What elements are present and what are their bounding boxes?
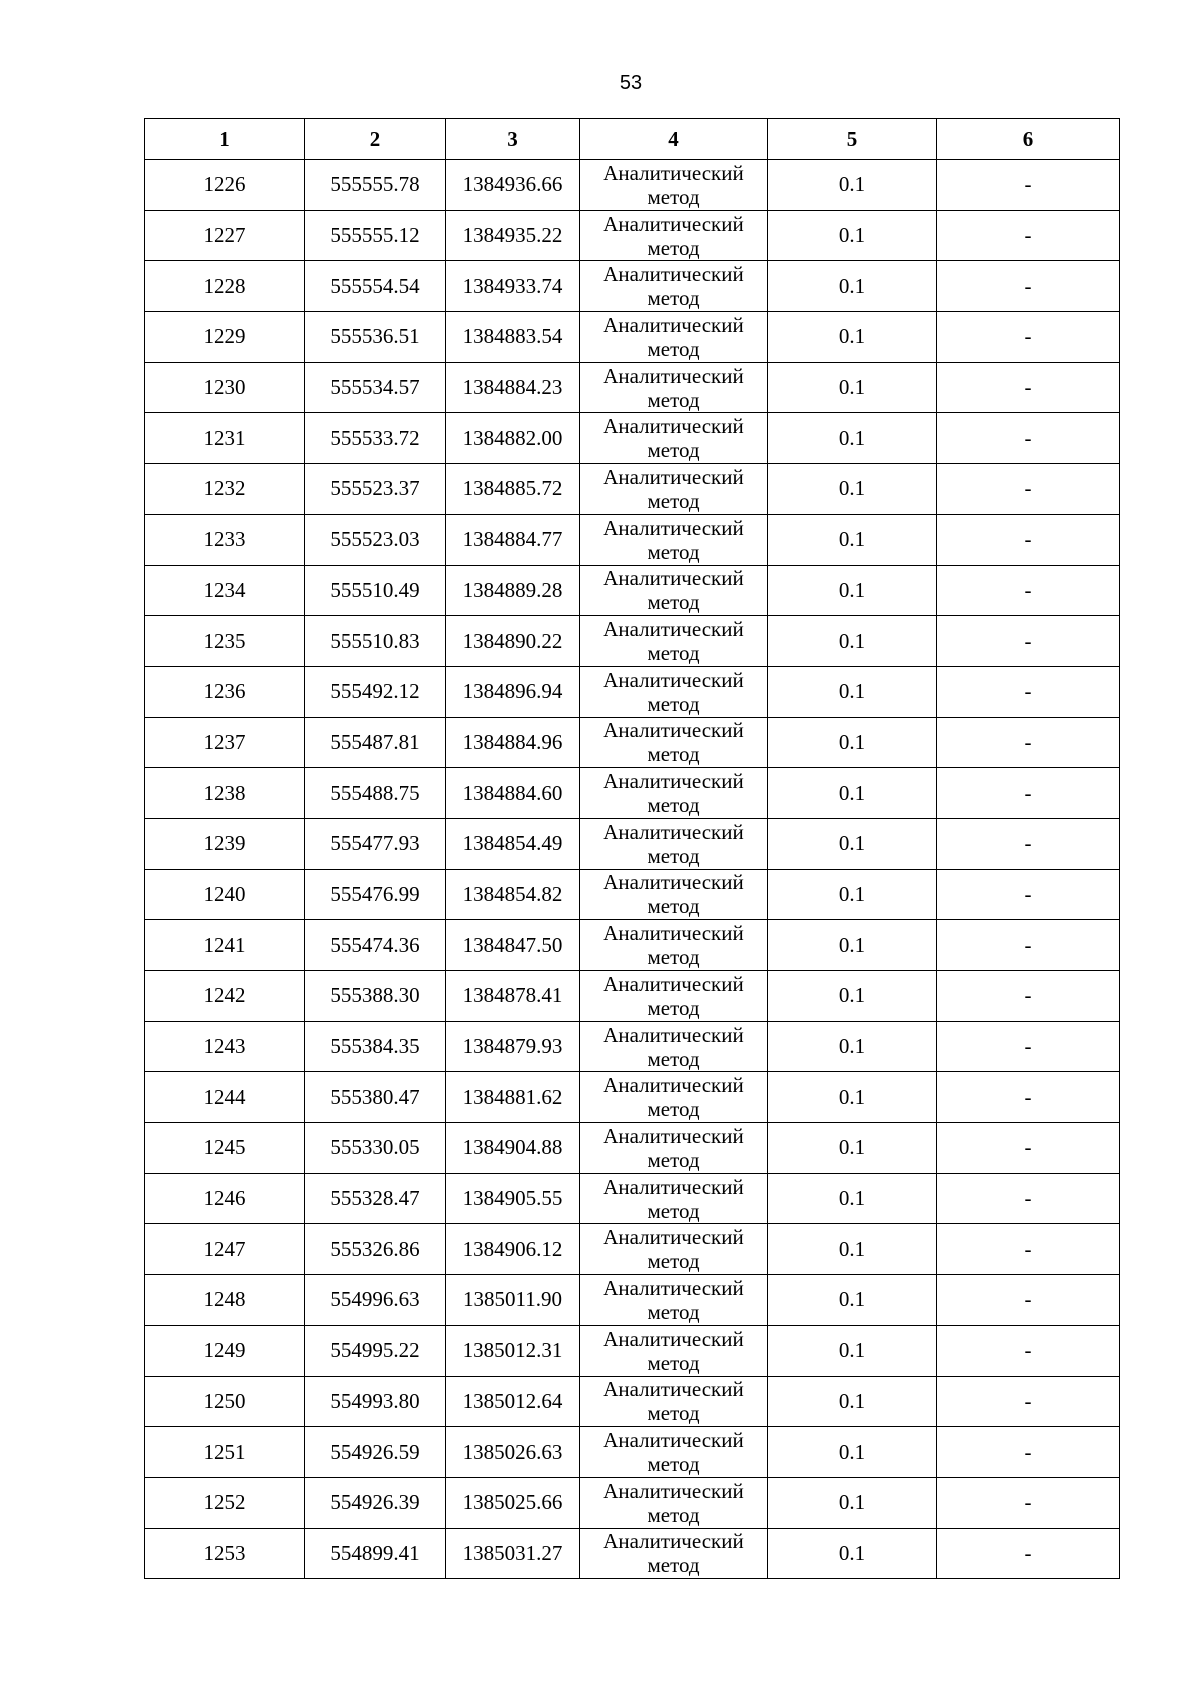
method-line-2: метод [647, 590, 700, 615]
table-row [145, 666, 1120, 717]
note-cell: - [937, 1376, 1120, 1427]
method-cell [580, 1477, 768, 1528]
accuracy-cell: 0.1 [768, 1376, 937, 1427]
accuracy-cell: 0.1 [768, 1325, 937, 1376]
y-coordinate-cell: 1384882.00 [446, 413, 580, 464]
column-header-6: 6 [937, 119, 1120, 160]
point-number-cell: 1252 [145, 1477, 305, 1528]
method-line-2: метод [647, 1147, 700, 1172]
y-coordinate-cell: 1384905.55 [446, 1173, 580, 1224]
method-line-2: метод [647, 387, 700, 412]
method-line-2: метод [647, 945, 700, 970]
point-number-cell: 1239 [145, 818, 305, 869]
point-number-cell: 1230 [145, 362, 305, 413]
accuracy-cell: 0.1 [768, 920, 937, 971]
method-cell [580, 160, 768, 211]
method-cell [580, 666, 768, 717]
method-line-1: Аналитический [603, 819, 744, 844]
point-number-cell: 1242 [145, 971, 305, 1022]
x-coordinate-cell: 555523.37 [305, 464, 446, 515]
table-row [145, 514, 1120, 565]
y-coordinate-cell: 1384854.82 [446, 869, 580, 920]
method-line-2: метод [647, 184, 700, 209]
method-line-2: метод [647, 691, 700, 716]
x-coordinate-cell: 554995.22 [305, 1325, 446, 1376]
point-number-cell: 1235 [145, 616, 305, 667]
y-coordinate-cell: 1385011.90 [446, 1275, 580, 1326]
point-number-cell: 1229 [145, 312, 305, 363]
note-cell: - [937, 1528, 1120, 1579]
method-line-1: Аналитический [603, 414, 744, 439]
x-coordinate-cell: 554996.63 [305, 1275, 446, 1326]
method-line-1: Аналитический [603, 1326, 744, 1351]
table-row [145, 312, 1120, 363]
y-coordinate-cell: 1384881.62 [446, 1072, 580, 1123]
method-cell [580, 818, 768, 869]
y-coordinate-cell: 1384933.74 [446, 261, 580, 312]
table-row [145, 1275, 1120, 1326]
y-coordinate-cell: 1384878.41 [446, 971, 580, 1022]
point-number-cell: 1238 [145, 768, 305, 819]
method-line-1: Аналитический [603, 1529, 744, 1554]
x-coordinate-cell: 555492.12 [305, 666, 446, 717]
method-cell [580, 565, 768, 616]
note-cell: - [937, 869, 1120, 920]
y-coordinate-cell: 1384884.96 [446, 717, 580, 768]
y-coordinate-cell: 1385012.31 [446, 1325, 580, 1376]
method-line-1: Аналитический [603, 617, 744, 642]
y-coordinate-cell: 1384896.94 [446, 666, 580, 717]
method-cell [580, 1072, 768, 1123]
note-cell: - [937, 768, 1120, 819]
method-line-2: метод [647, 1350, 700, 1375]
method-cell [580, 1528, 768, 1579]
method-cell [580, 1224, 768, 1275]
x-coordinate-cell: 554926.59 [305, 1427, 446, 1478]
method-cell [580, 1325, 768, 1376]
point-number-cell: 1236 [145, 666, 305, 717]
page-number: 53 [619, 72, 643, 94]
method-line-1: Аналитический [603, 515, 744, 540]
note-cell: - [937, 261, 1120, 312]
x-coordinate-cell: 555510.83 [305, 616, 446, 667]
method-cell [580, 464, 768, 515]
y-coordinate-cell: 1384885.72 [446, 464, 580, 515]
point-number-cell: 1241 [145, 920, 305, 971]
y-coordinate-cell: 1384889.28 [446, 565, 580, 616]
table-row [145, 1021, 1120, 1072]
table-row [145, 210, 1120, 261]
y-coordinate-cell: 1385025.66 [446, 1477, 580, 1528]
table-row [145, 717, 1120, 768]
x-coordinate-cell: 555555.12 [305, 210, 446, 261]
point-number-cell: 1228 [145, 261, 305, 312]
note-cell: - [937, 1275, 1120, 1326]
x-coordinate-cell: 554926.39 [305, 1477, 446, 1528]
y-coordinate-cell: 1384883.54 [446, 312, 580, 363]
method-cell [580, 1021, 768, 1072]
point-number-cell: 1251 [145, 1427, 305, 1478]
point-number-cell: 1226 [145, 160, 305, 211]
method-line-2: метод [647, 1097, 700, 1122]
method-line-1: Аналитический [603, 718, 744, 743]
method-line-1: Аналитический [603, 160, 744, 185]
accuracy-cell: 0.1 [768, 818, 937, 869]
accuracy-cell: 0.1 [768, 464, 937, 515]
accuracy-cell: 0.1 [768, 312, 937, 363]
method-cell [580, 920, 768, 971]
method-line-2: метод [647, 336, 700, 361]
coordinates-table [144, 118, 1120, 1579]
method-line-2: метод [647, 995, 700, 1020]
accuracy-cell: 0.1 [768, 1224, 937, 1275]
note-cell: - [937, 1173, 1120, 1224]
point-number-cell: 1233 [145, 514, 305, 565]
point-number-cell: 1231 [145, 413, 305, 464]
method-line-2: метод [647, 438, 700, 463]
method-line-2: метод [647, 1198, 700, 1223]
accuracy-cell: 0.1 [768, 565, 937, 616]
note-cell: - [937, 514, 1120, 565]
column-header-2: 2 [305, 119, 446, 160]
method-line-2: метод [647, 793, 700, 818]
point-number-cell: 1240 [145, 869, 305, 920]
point-number-cell: 1245 [145, 1123, 305, 1174]
note-cell: - [937, 413, 1120, 464]
y-coordinate-cell: 1385012.64 [446, 1376, 580, 1427]
point-number-cell: 1250 [145, 1376, 305, 1427]
y-coordinate-cell: 1385031.27 [446, 1528, 580, 1579]
note-cell: - [937, 1427, 1120, 1478]
accuracy-cell: 0.1 [768, 514, 937, 565]
method-cell [580, 312, 768, 363]
accuracy-cell: 0.1 [768, 1528, 937, 1579]
point-number-cell: 1227 [145, 210, 305, 261]
method-cell [580, 971, 768, 1022]
note-cell: - [937, 717, 1120, 768]
y-coordinate-cell: 1384936.66 [446, 160, 580, 211]
method-line-2: метод [647, 1452, 700, 1477]
note-cell: - [937, 1477, 1120, 1528]
accuracy-cell: 0.1 [768, 413, 937, 464]
method-line-2: метод [647, 843, 700, 868]
method-line-1: Аналитический [603, 667, 744, 692]
accuracy-cell: 0.1 [768, 1123, 937, 1174]
method-line-1: Аналитический [603, 870, 744, 895]
method-line-1: Аналитический [603, 769, 744, 794]
x-coordinate-cell: 555488.75 [305, 768, 446, 819]
point-number-cell: 1248 [145, 1275, 305, 1326]
accuracy-cell: 0.1 [768, 869, 937, 920]
x-coordinate-cell: 555384.35 [305, 1021, 446, 1072]
method-cell [580, 717, 768, 768]
method-cell [580, 1427, 768, 1478]
y-coordinate-cell: 1384854.49 [446, 818, 580, 869]
y-coordinate-cell: 1384884.77 [446, 514, 580, 565]
column-header-4: 4 [580, 119, 768, 160]
table-row [145, 768, 1120, 819]
accuracy-cell: 0.1 [768, 210, 937, 261]
method-cell [580, 869, 768, 920]
x-coordinate-cell: 555388.30 [305, 971, 446, 1022]
x-coordinate-cell: 555380.47 [305, 1072, 446, 1123]
table-row [145, 818, 1120, 869]
table-row [145, 1427, 1120, 1478]
note-cell: - [937, 312, 1120, 363]
method-cell [580, 1123, 768, 1174]
method-line-1: Аналитический [603, 971, 744, 996]
accuracy-cell: 0.1 [768, 768, 937, 819]
table-row [145, 920, 1120, 971]
table-row [145, 869, 1120, 920]
method-line-1: Аналитический [603, 211, 744, 236]
x-coordinate-cell: 555328.47 [305, 1173, 446, 1224]
method-line-1: Аналитический [603, 1073, 744, 1098]
method-line-1: Аналитический [603, 464, 744, 489]
y-coordinate-cell: 1385026.63 [446, 1427, 580, 1478]
note-cell: - [937, 1325, 1120, 1376]
method-cell [580, 413, 768, 464]
method-line-1: Аналитический [603, 921, 744, 946]
table-row [145, 1528, 1120, 1579]
y-coordinate-cell: 1384890.22 [446, 616, 580, 667]
method-line-1: Аналитический [603, 363, 744, 388]
note-cell: - [937, 362, 1120, 413]
point-number-cell: 1246 [145, 1173, 305, 1224]
table-row [145, 1376, 1120, 1427]
accuracy-cell: 0.1 [768, 1427, 937, 1478]
method-line-2: метод [647, 742, 700, 767]
x-coordinate-cell: 555536.51 [305, 312, 446, 363]
x-coordinate-cell: 555487.81 [305, 717, 446, 768]
method-line-2: метод [647, 1299, 700, 1324]
point-number-cell: 1232 [145, 464, 305, 515]
method-line-1: Аналитический [603, 1275, 744, 1300]
method-cell [580, 1275, 768, 1326]
table-header-row [145, 119, 1120, 160]
y-coordinate-cell: 1384935.22 [446, 210, 580, 261]
method-line-1: Аналитический [603, 1225, 744, 1250]
accuracy-cell: 0.1 [768, 1173, 937, 1224]
table-row [145, 565, 1120, 616]
accuracy-cell: 0.1 [768, 1275, 937, 1326]
x-coordinate-cell: 555474.36 [305, 920, 446, 971]
x-coordinate-cell: 555326.86 [305, 1224, 446, 1275]
note-cell: - [937, 920, 1120, 971]
x-coordinate-cell: 555523.03 [305, 514, 446, 565]
note-cell: - [937, 565, 1120, 616]
method-line-2: метод [647, 235, 700, 260]
accuracy-cell: 0.1 [768, 666, 937, 717]
method-line-1: Аналитический [603, 1123, 744, 1148]
x-coordinate-cell: 555554.54 [305, 261, 446, 312]
method-line-1: Аналитический [603, 262, 744, 287]
note-cell: - [937, 1224, 1120, 1275]
x-coordinate-cell: 554993.80 [305, 1376, 446, 1427]
point-number-cell: 1243 [145, 1021, 305, 1072]
column-header-1: 1 [145, 119, 305, 160]
accuracy-cell: 0.1 [768, 261, 937, 312]
method-line-2: метод [647, 286, 700, 311]
table-row [145, 1123, 1120, 1174]
x-coordinate-cell: 555533.72 [305, 413, 446, 464]
accuracy-cell: 0.1 [768, 160, 937, 211]
table-row [145, 160, 1120, 211]
table-row [145, 1224, 1120, 1275]
method-line-1: Аналитический [603, 1022, 744, 1047]
note-cell: - [937, 210, 1120, 261]
note-cell: - [937, 1021, 1120, 1072]
accuracy-cell: 0.1 [768, 1021, 937, 1072]
table-row [145, 616, 1120, 667]
method-line-2: метод [647, 539, 700, 564]
table-row [145, 464, 1120, 515]
y-coordinate-cell: 1384904.88 [446, 1123, 580, 1174]
method-line-1: Аналитический [603, 1478, 744, 1503]
y-coordinate-cell: 1384847.50 [446, 920, 580, 971]
note-cell: - [937, 464, 1120, 515]
method-line-1: Аналитический [603, 566, 744, 591]
method-cell [580, 1173, 768, 1224]
method-line-2: метод [647, 1502, 700, 1527]
note-cell: - [937, 971, 1120, 1022]
y-coordinate-cell: 1384879.93 [446, 1021, 580, 1072]
accuracy-cell: 0.1 [768, 717, 937, 768]
x-coordinate-cell: 555510.49 [305, 565, 446, 616]
x-coordinate-cell: 555534.57 [305, 362, 446, 413]
column-header-3: 3 [446, 119, 580, 160]
method-line-2: метод [647, 1249, 700, 1274]
x-coordinate-cell: 555330.05 [305, 1123, 446, 1174]
accuracy-cell: 0.1 [768, 616, 937, 667]
x-coordinate-cell: 554899.41 [305, 1528, 446, 1579]
column-header-5: 5 [768, 119, 937, 160]
method-line-2: метод [647, 1046, 700, 1071]
table-row [145, 1477, 1120, 1528]
point-number-cell: 1244 [145, 1072, 305, 1123]
method-line-2: метод [647, 1553, 700, 1578]
point-number-cell: 1253 [145, 1528, 305, 1579]
method-line-2: метод [647, 1401, 700, 1426]
accuracy-cell: 0.1 [768, 971, 937, 1022]
method-line-1: Аналитический [603, 1377, 744, 1402]
accuracy-cell: 0.1 [768, 362, 937, 413]
method-cell [580, 261, 768, 312]
point-number-cell: 1237 [145, 717, 305, 768]
method-cell [580, 616, 768, 667]
method-line-1: Аналитический [603, 1174, 744, 1199]
x-coordinate-cell: 555555.78 [305, 160, 446, 211]
method-line-1: Аналитический [603, 1428, 744, 1453]
table-row [145, 1072, 1120, 1123]
note-cell: - [937, 818, 1120, 869]
table-row [145, 1173, 1120, 1224]
method-cell [580, 1376, 768, 1427]
point-number-cell: 1247 [145, 1224, 305, 1275]
x-coordinate-cell: 555477.93 [305, 818, 446, 869]
method-cell [580, 210, 768, 261]
point-number-cell: 1234 [145, 565, 305, 616]
y-coordinate-cell: 1384906.12 [446, 1224, 580, 1275]
method-cell [580, 514, 768, 565]
table-row [145, 413, 1120, 464]
note-cell: - [937, 1072, 1120, 1123]
table-row [145, 261, 1120, 312]
point-number-cell: 1249 [145, 1325, 305, 1376]
y-coordinate-cell: 1384884.23 [446, 362, 580, 413]
method-cell [580, 362, 768, 413]
accuracy-cell: 0.1 [768, 1477, 937, 1528]
note-cell: - [937, 666, 1120, 717]
method-line-2: метод [647, 488, 700, 513]
method-cell [580, 768, 768, 819]
note-cell: - [937, 1123, 1120, 1174]
table-row [145, 1325, 1120, 1376]
method-line-1: Аналитический [603, 312, 744, 337]
note-cell: - [937, 160, 1120, 211]
table-row [145, 971, 1120, 1022]
table-row [145, 362, 1120, 413]
accuracy-cell: 0.1 [768, 1072, 937, 1123]
note-cell: - [937, 616, 1120, 667]
method-line-2: метод [647, 894, 700, 919]
method-line-2: метод [647, 641, 700, 666]
x-coordinate-cell: 555476.99 [305, 869, 446, 920]
table-body [145, 160, 1120, 1579]
y-coordinate-cell: 1384884.60 [446, 768, 580, 819]
